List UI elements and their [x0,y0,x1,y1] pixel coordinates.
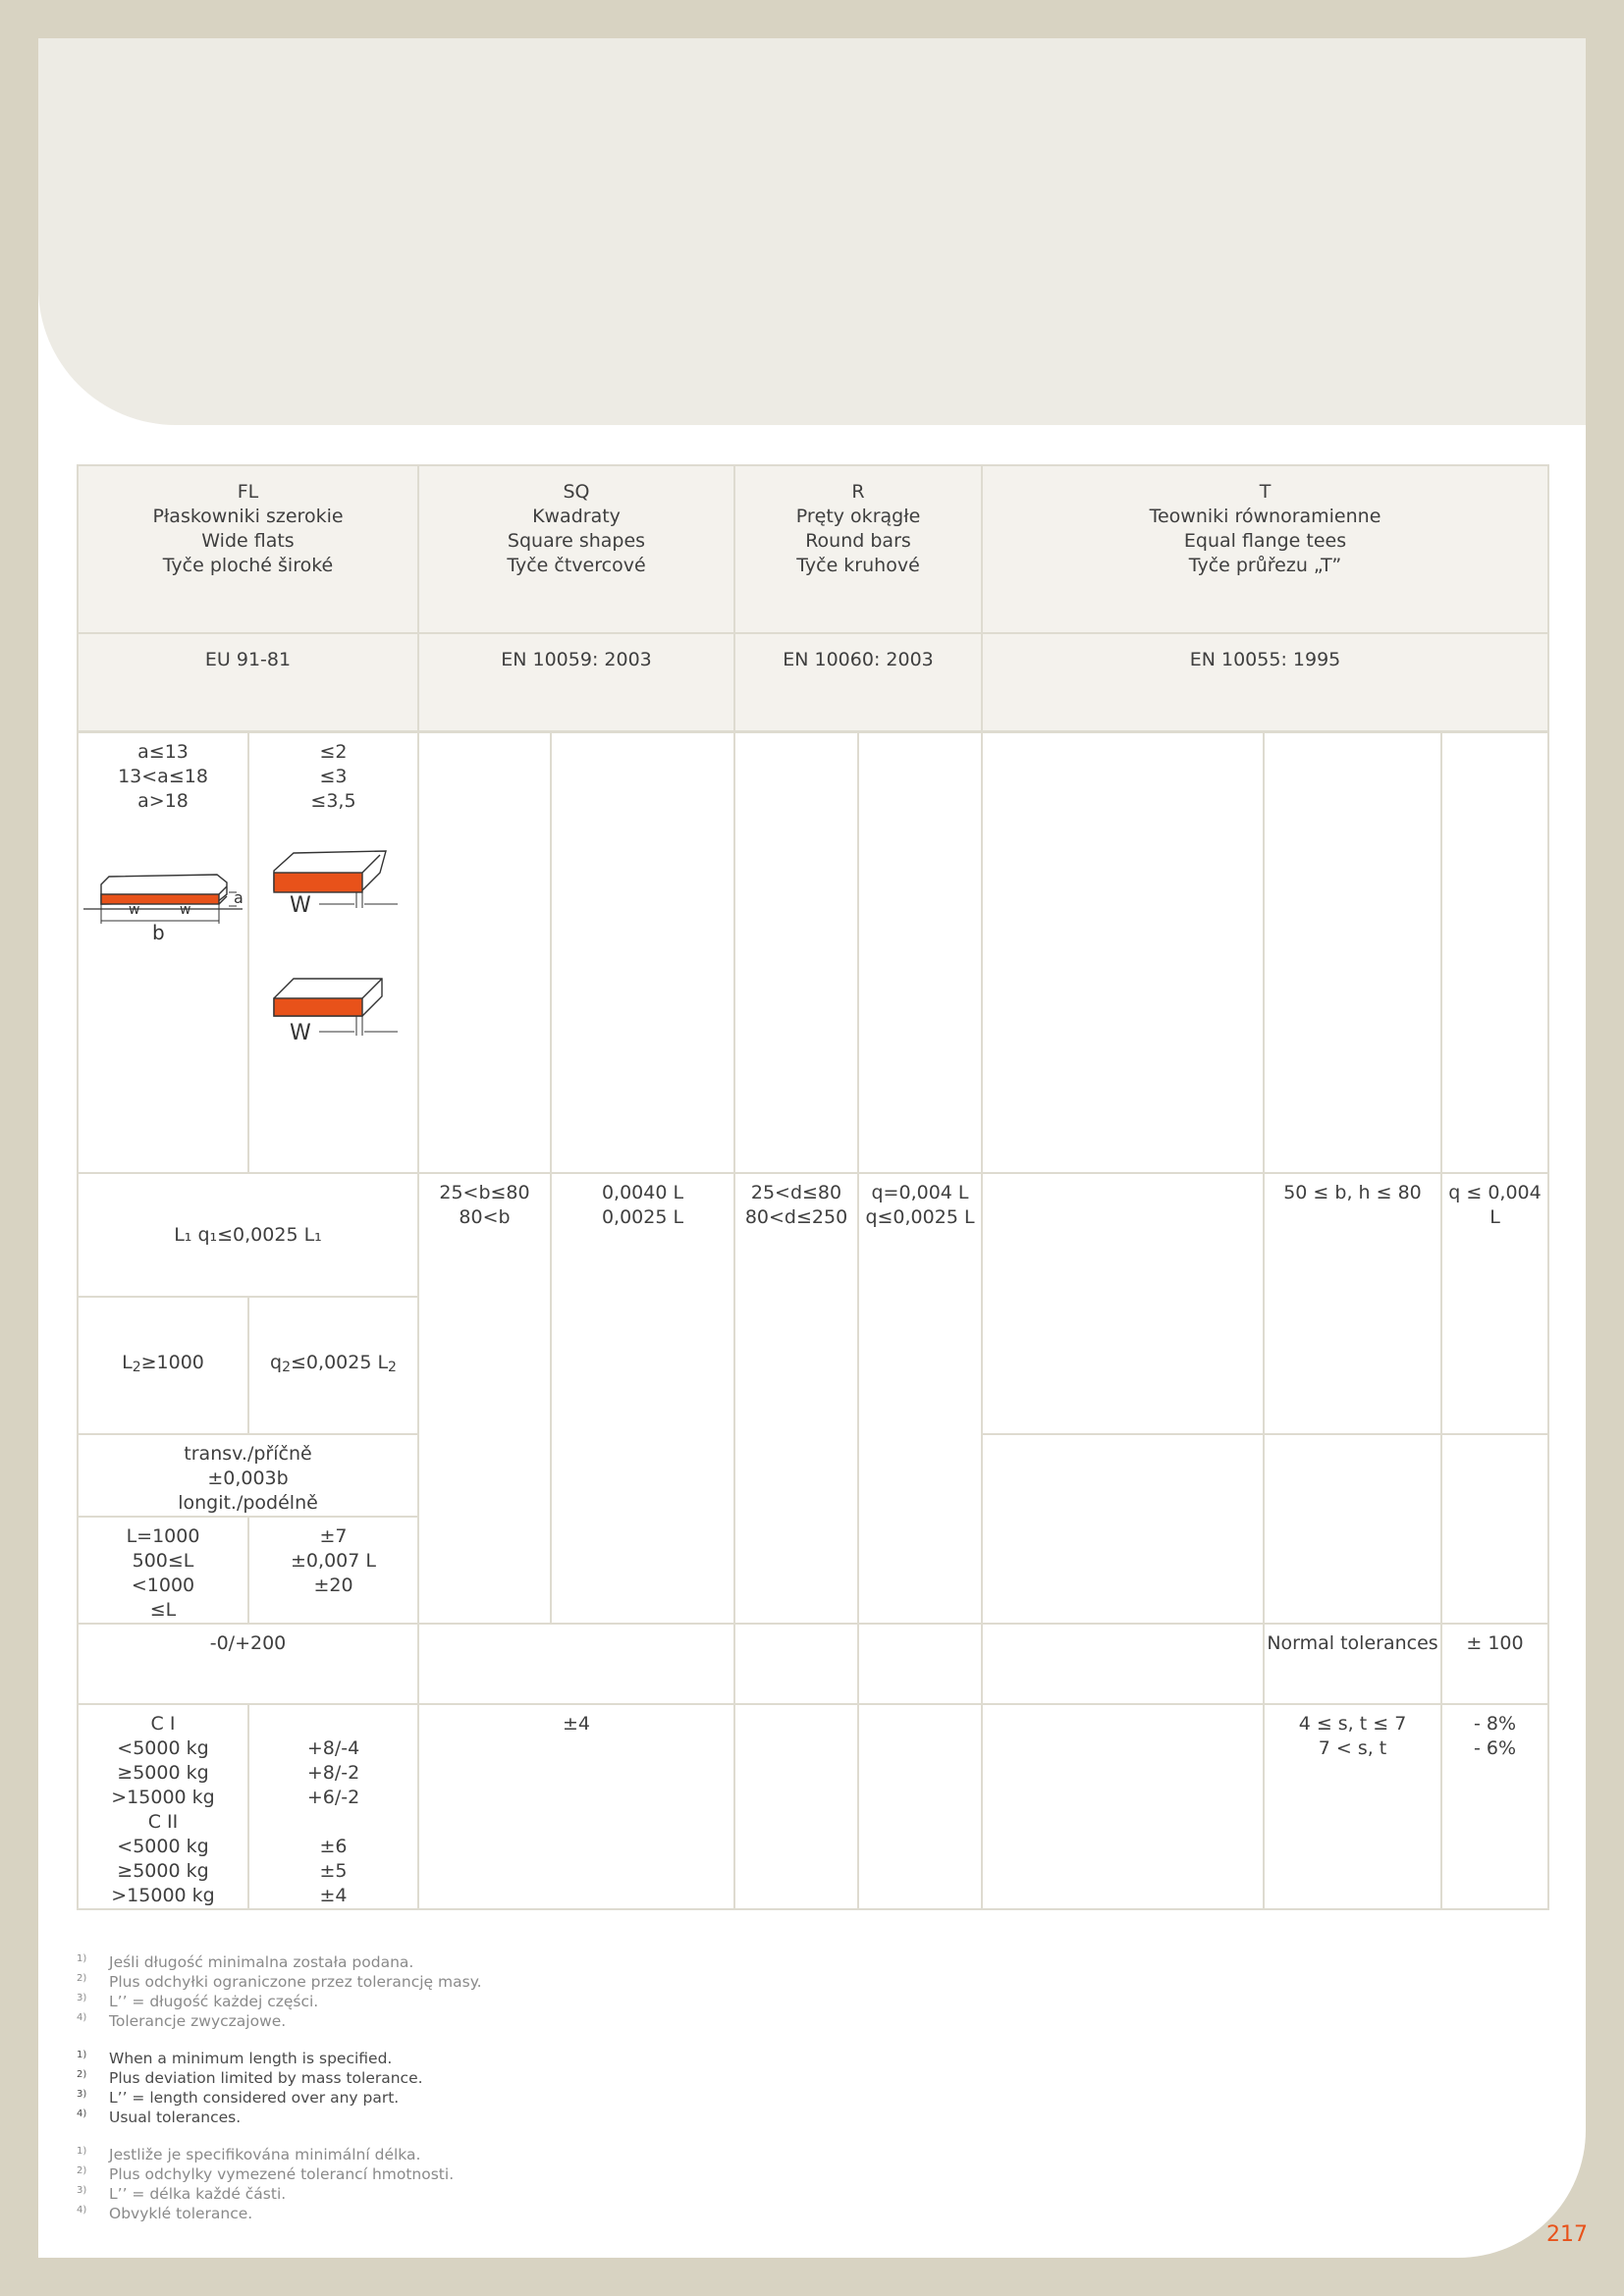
col-header-sq: SQ Kwadraty Square shapes Tyče čtvercové [418,465,734,633]
thickness-a-cell: a≤13 13<a≤18 a>18 w w b a [78,732,248,1173]
empty-cell [982,732,1264,1173]
sq-q-cell: 0,0040 L 0,0025 L [551,1173,734,1624]
col-header-t: T Teowniki równoramienne Equal flange tees Tyče průřezu „T” [982,465,1548,633]
mass-fl-labels: C I <5000 kg ≥5000 kg >15000 kg C II <5000 kg ≥5000 kg >15000 kg [78,1704,248,1909]
fl-straightness-total: L₁ q₁≤0,0025 L₁ [78,1173,418,1297]
empty-cell [1264,732,1441,1173]
standard-t: EN 10055: 1995 [982,633,1548,731]
fl-l2-cell: $L_2\ge 1000$ [78,1297,248,1434]
empty-cell [1264,1434,1441,1624]
t-q-cell: q ≤ 0,004 L [1441,1173,1548,1434]
diagram-label-w2: w [180,902,191,918]
footnotes-en [77,2049,666,2127]
standards-table [77,464,1549,732]
empty-cell [734,1624,858,1704]
empty-cell [982,1624,1264,1704]
diagram-label-W2: W [289,1021,311,1045]
footnote: 1) Jeśli długość minimalna została podana. [77,1953,414,1971]
empty-cell [982,1173,1264,1434]
edge-diagram-top [260,843,407,932]
edge-diagram-bottom [260,969,407,1057]
footnote: 1) Jestliže je specifikována minimální délka. [77,2146,421,2163]
col-header-fl: FL Płaskowniki szerokie Wide flats Tyče ploché široké [78,465,418,633]
flat-l-cell: L=1000 500≤L <1000 ≤L [78,1517,248,1624]
col-header-r: R Pręty okrągłe Round bars Tyče kruhové [734,465,982,633]
empty-cell [858,732,982,1173]
footnote: 2) Plus odchylky vymezené tolerancí hmotnosti. [77,2165,455,2183]
flat-v-cell: ±7 ±0,007 L ±20 [248,1517,418,1624]
page-number: 217 [1546,2222,1588,2247]
empty-cell [551,732,734,1173]
mass-t-values: - 8% - 6% [1441,1704,1548,1909]
length-t-label: Normal tolerances [1264,1624,1441,1704]
length-t-value: ± 100 [1441,1624,1548,1704]
mass-sq-value: ±4 [418,1704,734,1909]
empty-cell [982,1704,1264,1909]
empty-cell [858,1704,982,1909]
footnote: 4) Usual tolerances. [77,2109,242,2126]
r-d-cell: 25<d≤80 80<d≤250 [734,1173,858,1624]
diagram-label-w1: w [129,902,140,918]
empty-cell [1441,1434,1548,1624]
thickness-w-cell: ≤2 ≤3 ≤3,5 W W [248,732,418,1173]
footnote: 3) L’’ = długość każdej części. [77,1993,319,2010]
footnotes-cs [77,2145,666,2223]
footnote: 2) Plus deviation limited by mass tolerance. [77,2069,423,2087]
fl-q2-cell: $q_2\le 0,0025$ $L_2$ [248,1297,418,1434]
footnotes-pl [77,1952,666,2031]
empty-cell [858,1624,982,1704]
mass-fl-values: +8/-4 +8/-2 +6/-2 ±6 ±5 ±4 [248,1704,418,1909]
flatness-cell: transv./příčně ±0,003b longit./podélně [78,1434,418,1517]
empty-cell [1441,732,1548,1173]
empty-cell [418,732,551,1173]
footnote: 3) L’’ = délka každé části. [77,2185,287,2203]
empty-cell [418,1624,734,1704]
diagram-label-a: a [234,888,244,907]
footnote: 1) When a minimum length is specified. [77,2050,393,2067]
footnote: 4) Tolerancje zwyczajowe. [77,2012,287,2030]
standard-r: EN 10060: 2003 [734,633,982,731]
diagram-label-W1: W [289,893,311,918]
standard-fl: EU 91-81 [78,633,418,731]
diagram-label-b: b [152,921,165,944]
wide-flat-diagram [80,869,246,957]
footnote: 2) Plus odchyłki ograniczone przez tolerancję masy. [77,1973,482,1991]
empty-cell [734,1704,858,1909]
t-b-cell: 50 ≤ b, h ≤ 80 [1264,1173,1441,1434]
r-q-cell: q=0,004 L q≤0,0025 L [858,1173,982,1624]
header-band [38,38,1586,425]
tolerance-table [77,731,1549,1910]
standard-sq: EN 10059: 2003 [418,633,734,731]
page [38,38,1586,2258]
footnote: 3) L’’ = length considered over any part. [77,2089,400,2107]
sq-b-cell: 25<b≤80 80<b [418,1173,551,1624]
footnote: 4) Obvyklé tolerance. [77,2205,253,2222]
empty-cell [982,1434,1264,1624]
empty-cell [734,732,858,1173]
mass-t-labels: 4 ≤ s, t ≤ 7 7 < s, t [1264,1704,1441,1909]
length-fl-cell: -0/+200 [78,1624,418,1704]
